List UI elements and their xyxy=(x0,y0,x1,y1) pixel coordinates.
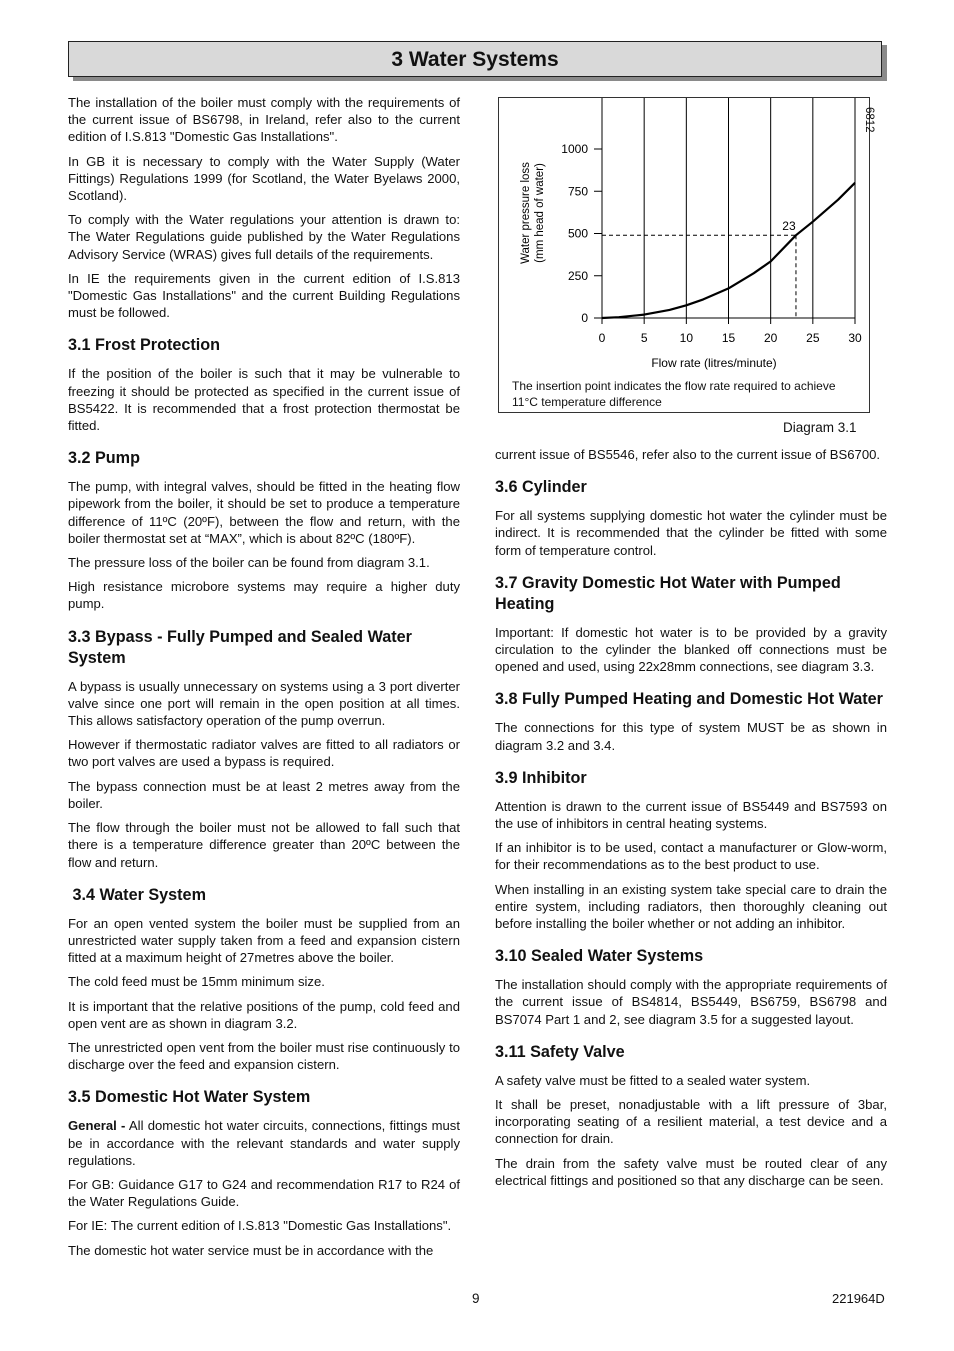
section-paragraph: The unrestricted open vent from the boiler must rise continuously to discharge over the feed and expansion cistern. xyxy=(68,1039,460,1073)
section-paragraph: The flow through the boiler must not be allowed to fall such that there is a temperature difference greater than 20ºC between the flow and return. xyxy=(68,820,460,870)
section-paragraph: High resistance microbore systems may require a higher duty pump. xyxy=(68,579,460,612)
section-paragraph: A safety valve must be fitted to a sealed water system. xyxy=(495,1072,811,1088)
x-tick-label: 25 xyxy=(806,331,820,345)
section-paragraph: The pump, with integral valves, should be fitted in the heating flow pipework from the boiler, it should be set to produce a temperature difference of 11ºC (20ºF), between the flow and return, with the boiler thermostat set at “MAX”, which is about 82ºC (180ºF). xyxy=(68,479,460,546)
section-paragraph: The installation should comply with the appropriate requirements of the current issue of BS4814, BS5449, BS6759, BS6798 and BS7074 Part 1 and 2, see diagram 3.5 for a suggested layout. xyxy=(495,977,887,1027)
diagram-code: 6812 xyxy=(863,107,875,133)
page-number: 9 xyxy=(472,1291,480,1306)
y-tick-label: 1000 xyxy=(561,142,588,156)
section-heading: 3.4 Water System xyxy=(68,885,206,904)
chart-svg xyxy=(499,98,869,412)
x-tick-label: 30 xyxy=(848,331,862,345)
section-heading: 3.9 Inhibitor xyxy=(495,768,587,787)
chart-grid xyxy=(602,98,855,318)
x-axis-label: Flow rate (litres/minute) xyxy=(651,356,777,370)
section-heading: 3.3 Bypass - Fully Pumped and Sealed Water System xyxy=(68,627,412,667)
section-paragraph: If an inhibitor is to be used, contact a manufacturer or Glow-worm, for their recommendations as to the best product to use. xyxy=(495,840,887,873)
page-title: 3 Water Systems xyxy=(391,48,559,71)
section-paragraph: However if thermostatic radiator valves are fitted to all radiators or two port valves are used a bypass is required. xyxy=(68,737,460,770)
section-paragraph: The domestic hot water service must be in accordance with the xyxy=(68,1242,434,1258)
intro-paragraph: The installation of the boiler must comply with the requirements of the current issue of BS6798, in Ireland, refer also to the current edition of I.S.813 "Domestic Gas Installations". xyxy=(68,95,460,145)
chart-axes xyxy=(561,98,862,345)
section-paragraph xyxy=(68,1117,460,1169)
section-paragraph: For GB: Guidance G17 to G24 and recommendation R17 to R24 of the Water Regulations Guide. xyxy=(68,1176,460,1210)
section-paragraph: For IE: The current edition of I.S.813 "Domestic Gas Installations". xyxy=(68,1218,452,1234)
diagram-label: Diagram 3.1 xyxy=(783,420,857,435)
y-tick-label: 500 xyxy=(567,226,588,241)
x-tick-label: 5 xyxy=(640,331,648,345)
y-tick-label: 750 xyxy=(567,184,588,199)
section-heading: 3.11 Safety Valve xyxy=(495,1042,625,1061)
section-paragraph: Attention is drawn to the current issue of BS5449 and BS7593 on the use of inhibitors in central heating systems. xyxy=(495,798,887,832)
section-paragraph: Important: If domestic hot water is to be provided by a gravity circulation to the cylinder the blanked off connections must be opened and used, using 22x28mm connections, see diagram 3.3. xyxy=(495,624,887,675)
left-column xyxy=(68,94,460,1266)
section-paragraph: If the position of the boiler is such that it may be vulnerable to freezing it should be protected as specified in the current issue of BS5422. It is recommended that a frost protection thermostat be fitted. xyxy=(68,366,460,434)
intro-paragraph: In GB it is necessary to comply with the Water Supply (Water Fittings) Regulations 1999 (for Scotland, the Water Byelaws 2000, Scotland). xyxy=(68,153,460,204)
section-heading: 3.5 Domestic Hot Water System xyxy=(68,1088,311,1107)
right-column xyxy=(495,446,887,1196)
y-axis-label-line1: Water pressure loss xyxy=(520,162,532,264)
section-paragraph: For an open vented system the boiler must be supplied from an unrestricted water supply taken from a feed and expansion cistern fitted at a maximum height of 27metres above the boiler. xyxy=(68,915,460,966)
y-tick-label: 250 xyxy=(567,268,588,283)
section-heading: 3.7 Gravity Domestic Hot Water with Pumped Heating xyxy=(495,573,841,613)
pressure-loss-chart xyxy=(498,97,870,413)
general-text: All domestic hot water circuits, connections, fittings must be in accordance with the relevant standards and water supply regulations. xyxy=(68,1118,460,1168)
intro-paragraph: To comply with the Water regulations your attention is drawn to: The Water Regulations guide published by the Water Regulations Advisory Service (WRAS) gives full details of the requirements. xyxy=(68,212,460,262)
general-label: General - xyxy=(68,1118,126,1134)
section-paragraph: The drain from the safety valve must be routed clear of any electrical fittings and positioned so that any discharge can be seen. xyxy=(495,1155,887,1188)
section-heading: 3.8 Fully Pumped Heating and Domestic Hot Water xyxy=(495,690,883,709)
section-paragraph: It is important that the relative positions of the pump, cold feed and open vent are as shown in diagram 3.2. xyxy=(68,998,460,1031)
section-paragraph: The bypass connection must be at least 2 metres away from the boiler. xyxy=(68,778,460,811)
x-tick-label: 0 xyxy=(598,331,606,345)
y-tick-label: 0 xyxy=(581,311,588,325)
x-tick-label: 10 xyxy=(679,331,694,345)
annotation-label: 23 xyxy=(782,219,796,234)
x-tick-label: 20 xyxy=(763,331,778,345)
section-paragraph: For all systems supplying domestic hot water the cylinder must be indirect. It is recommended that the cylinder be fitted with some form of temperature control. xyxy=(495,508,887,558)
section-paragraph: The pressure loss of the boiler can be found from diagram 3.1. xyxy=(68,555,430,571)
section-paragraph: When installing in an existing system take special care to drain the entire system, including radiators, then thoroughly cleaning out before installing the boiler whether or not adding an inhibitor. xyxy=(495,881,887,932)
section-paragraph: A bypass is usually unnecessary on systems using a 3 port diverter valve since one port will remain in the open position at all times. This allows satisfactory operation of the pump overrun. xyxy=(68,678,460,729)
section-heading: 3.2 Pump xyxy=(68,449,140,468)
section-paragraph: The cold feed must be 15mm minimum size. xyxy=(68,974,325,990)
section-paragraph: current issue of BS5546, refer also to the current issue of BS6700. xyxy=(495,447,881,462)
document-code: 221964D xyxy=(832,1291,885,1306)
y-axis-label-line2: (mm head of water) xyxy=(534,163,546,263)
section-paragraph: It shall be preset, nonadjustable with a lift pressure of 3bar, incorporating seating of a resilient material, a test device and a connection for drain. xyxy=(495,1097,887,1147)
section-heading: 3.10 Sealed Water Systems xyxy=(495,947,704,966)
chart-caption: The insertion point indicates the flow rate required to achieve 11°C temperature difference xyxy=(512,379,836,409)
title-box xyxy=(68,41,882,77)
section-heading: 3.1 Frost Protection xyxy=(68,336,221,355)
x-tick-label: 15 xyxy=(721,331,736,345)
intro-paragraph: In IE the requirements given in the current edition of I.S.813 "Domestic Gas Installations" and the current Building Regulations must be followed. xyxy=(68,270,460,321)
section-heading: 3.6 Cylinder xyxy=(495,478,587,497)
section-paragraph: The connections for this type of system MUST be as shown in diagram 3.2 and 3.4. xyxy=(495,720,887,753)
